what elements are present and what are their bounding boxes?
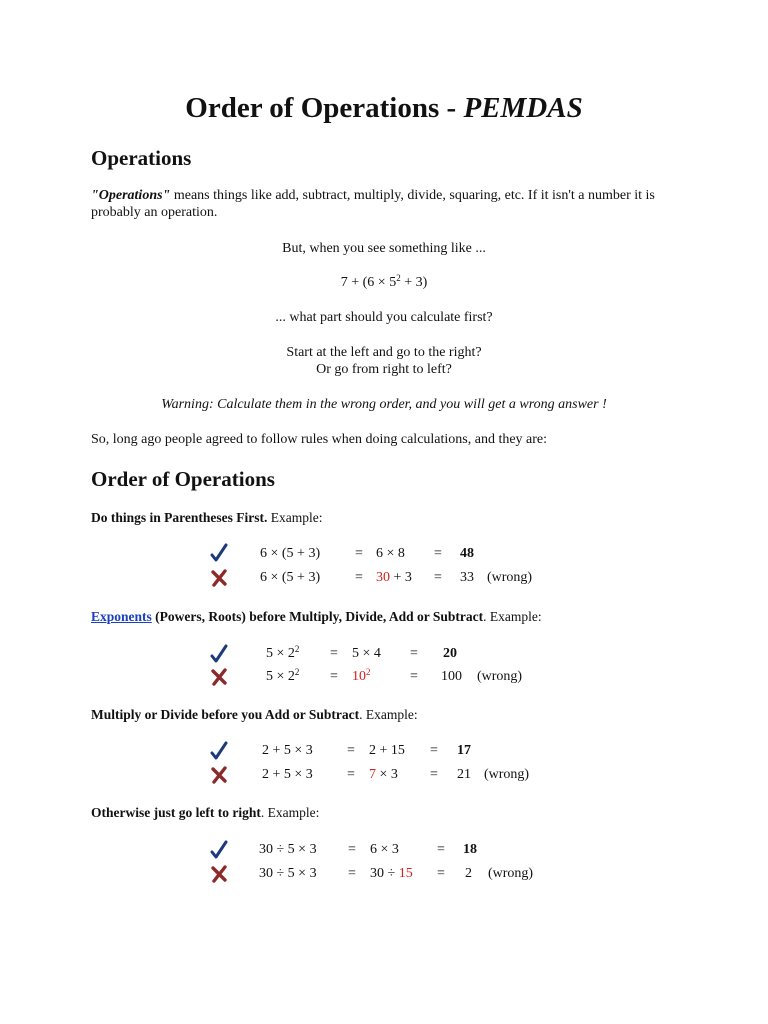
example-step: 5 × 4 — [352, 646, 381, 661]
equals-sign: = — [434, 546, 442, 561]
title-main: Order of Operations - — [185, 92, 464, 124]
rule-exponents-heading — [91, 608, 542, 625]
check-mark-icon — [209, 543, 229, 563]
example-row-wrong — [0, 766, 768, 783]
agreed-line: So, long ago people agreed to follow rules when doing calculations, and they are: — [91, 432, 548, 447]
left-right-line: Start at the left and go to the right? — [286, 345, 482, 360]
example-row-correct — [0, 645, 768, 662]
example-result: 33 — [460, 570, 474, 585]
rule-bold-text: Otherwise just go left to right — [91, 805, 261, 820]
rule-multiply-heading — [91, 706, 418, 723]
example-expression: 30 ÷ 5 × 3 — [259, 866, 317, 881]
example-result: 48 — [460, 546, 474, 561]
question-line: ... what part should you calculate first? — [275, 310, 493, 325]
equals-sign: = — [348, 866, 356, 881]
example-step — [369, 766, 398, 783]
highlighted-value: 30 — [376, 570, 390, 585]
equals-sign: = — [430, 743, 438, 758]
highlighted-value: 15 — [398, 866, 413, 881]
rule-tail: . Example: — [483, 609, 542, 624]
example-result: 18 — [463, 842, 477, 857]
check-mark-icon — [209, 741, 229, 761]
right-left-line: Or go from right to left? — [316, 362, 452, 377]
cross-mark-icon — [209, 667, 229, 687]
rule-tail: . Example: — [260, 805, 320, 820]
example-step — [352, 668, 371, 685]
example-result: 20 — [443, 646, 457, 661]
equals-sign: = — [355, 570, 363, 585]
wrong-note: (wrong) — [487, 570, 533, 585]
equals-sign: = — [355, 546, 363, 561]
equals-sign: = — [430, 767, 438, 782]
example-expression — [266, 668, 299, 685]
exponents-link[interactable]: Exponents — [91, 609, 152, 624]
expression-suffix: + 3) — [400, 275, 428, 290]
equals-sign: = — [330, 669, 338, 684]
highlighted-value: 10 — [352, 669, 366, 684]
wrong-note: (wrong) — [488, 866, 534, 881]
equals-sign: = — [347, 767, 355, 782]
equals-sign: = — [348, 842, 356, 857]
expression-prefix: 7 + (6 × 5 — [340, 275, 397, 290]
expression-exponent: 2 — [396, 273, 401, 283]
operations-heading: Operations — [91, 146, 192, 170]
wrong-note: (wrong) — [484, 767, 530, 782]
example-expression: 6 × (5 + 3) — [260, 546, 321, 561]
example-step: 6 × 3 — [370, 842, 399, 857]
but-line: But, when you see something like ... — [282, 241, 486, 256]
step-rest: + 3 — [390, 570, 412, 585]
example-row-correct — [0, 841, 768, 858]
equals-sign: = — [347, 743, 355, 758]
equals-sign: = — [434, 570, 442, 585]
equals-sign: = — [437, 842, 445, 857]
operations-intro — [91, 187, 681, 221]
example-step — [370, 865, 413, 882]
example-expression: 2 + 5 × 3 — [262, 743, 313, 758]
rule-left-to-right-heading — [91, 804, 319, 821]
cross-mark-icon — [209, 765, 229, 785]
check-mark-icon — [209, 644, 229, 664]
rule-bold-text: (Powers, Roots) before Multiply, Divide, Add or Subtract — [151, 609, 484, 624]
example-expression: 6 × (5 + 3) — [260, 570, 321, 585]
example-result: 2 — [465, 866, 472, 881]
title-emphasis: PEMDAS — [463, 92, 583, 124]
equals-sign: = — [410, 646, 418, 661]
warning-line: Warning: Calculate them in the wrong order, and you will get a wrong answer ! — [161, 397, 607, 412]
check-mark-icon — [209, 840, 229, 860]
equals-sign: = — [330, 646, 338, 661]
expression-base: 5 × 2 — [266, 669, 295, 684]
example-result: 17 — [457, 743, 471, 758]
step-exponent: 2 — [366, 667, 371, 677]
expression-exponent: 2 — [294, 667, 300, 677]
rule-tail: . Example: — [359, 707, 418, 722]
expression-base: 5 × 2 — [266, 646, 295, 661]
equals-sign: = — [437, 866, 445, 881]
operations-term: "Operations" — [91, 188, 171, 203]
equals-sign: = — [410, 669, 418, 684]
order-heading: Order of Operations — [91, 467, 275, 491]
example-result: 100 — [441, 669, 462, 684]
example-expression — [266, 645, 299, 662]
example-step: 6 × 8 — [376, 546, 405, 561]
rule-parentheses-heading — [91, 509, 323, 526]
example-step: 2 + 15 — [369, 743, 405, 758]
rule-tail: Example: — [267, 510, 323, 525]
rule-bold-text: Multiply or Divide before you Add or Subtract — [91, 707, 360, 722]
step-rest: × 3 — [376, 767, 398, 782]
example-row-wrong — [0, 865, 768, 882]
example-row-correct — [0, 545, 768, 562]
wrong-note: (wrong) — [477, 669, 523, 684]
example-row-wrong — [0, 668, 768, 685]
operations-intro-text: means things like add, subtract, multiply, divide, squaring, etc. If it isn't a number it is probably an operation. — [91, 188, 655, 220]
example-result: 21 — [457, 767, 471, 782]
highlighted-value: 7 — [369, 767, 376, 782]
example-row-wrong — [0, 569, 768, 586]
cross-mark-icon — [209, 864, 229, 884]
example-expression: 30 ÷ 5 × 3 — [259, 842, 317, 857]
example-expression — [0, 274, 768, 291]
example-step — [376, 569, 412, 586]
step-prefix: 30 ÷ — [370, 866, 399, 881]
cross-mark-icon — [209, 568, 229, 588]
example-expression: 2 + 5 × 3 — [262, 767, 313, 782]
expression-exponent: 2 — [294, 644, 300, 654]
example-row-correct — [0, 742, 768, 759]
page-title — [0, 88, 768, 128]
rule-bold-text: Do things in Parentheses First. — [91, 510, 268, 525]
